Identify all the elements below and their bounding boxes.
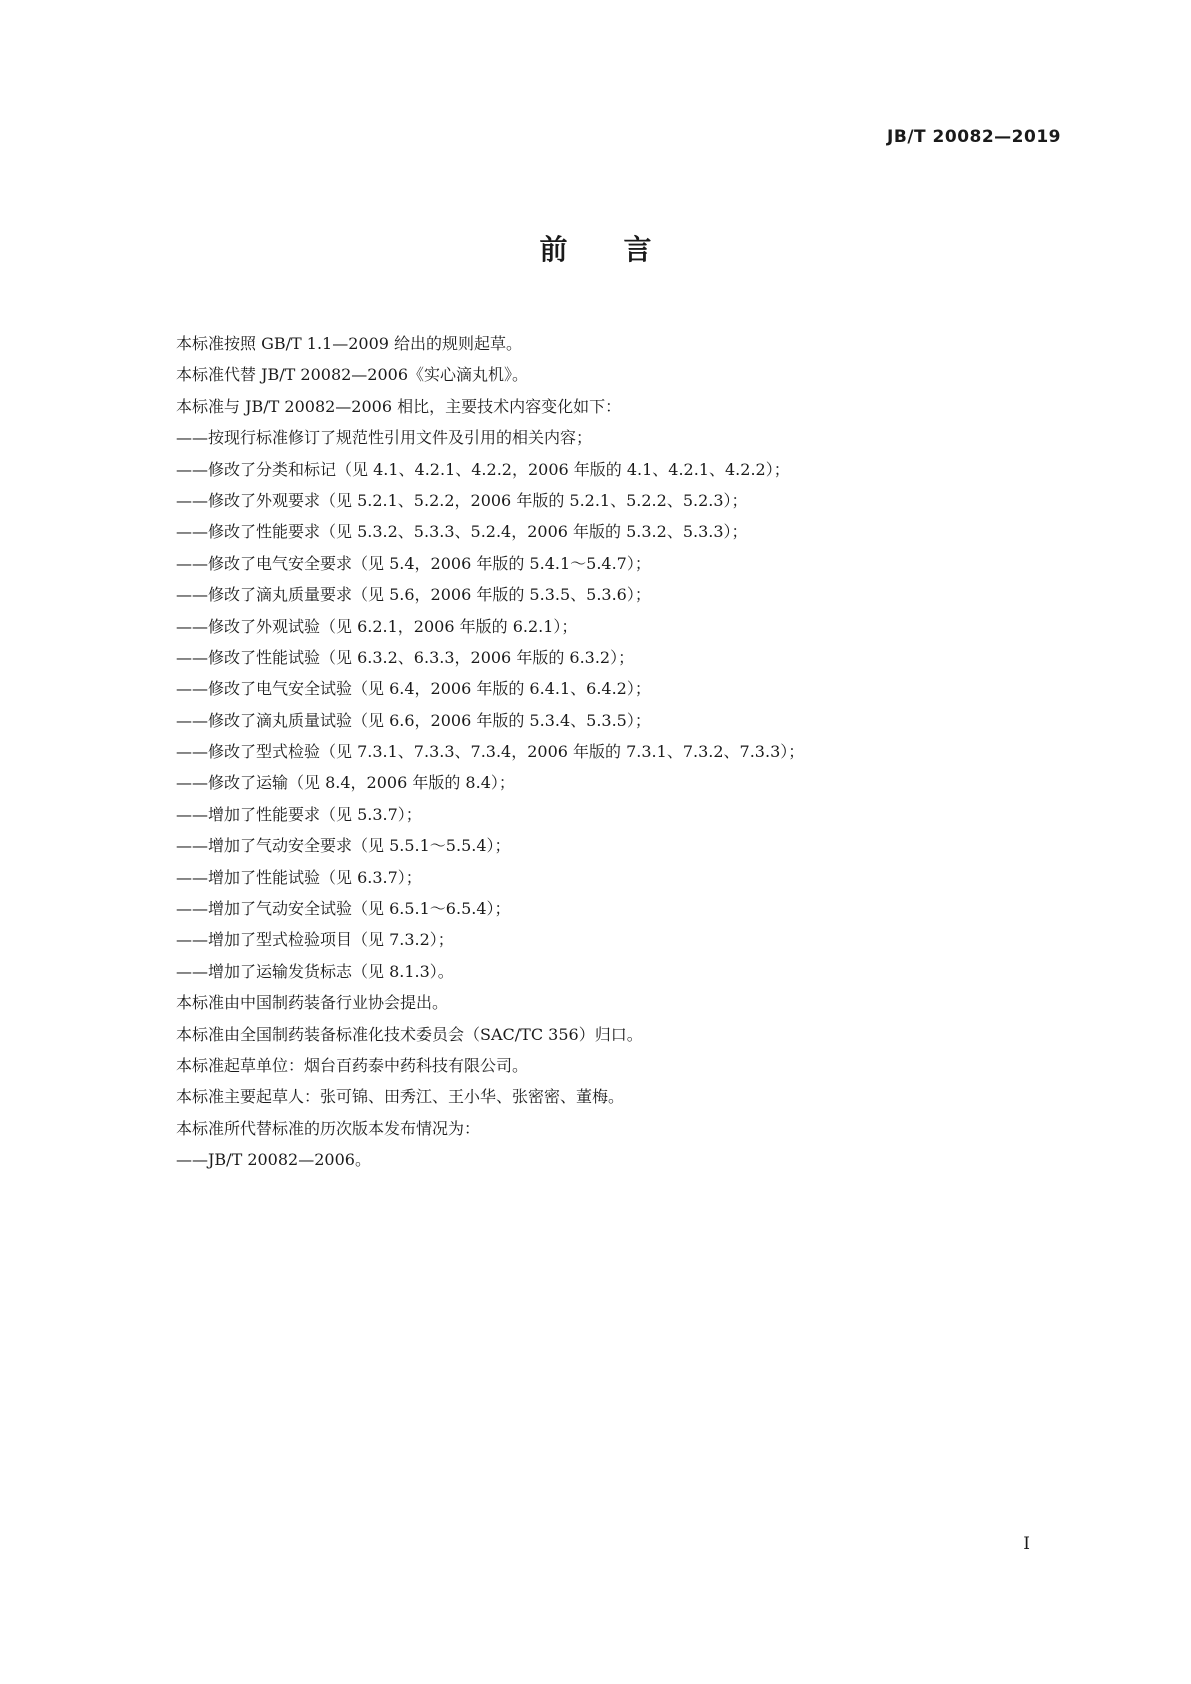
paragraph: 本标准按照 GB/T 1.1—2009 给出的规则起草。 <box>176 334 523 353</box>
paragraph: 本标准代替 JB/T 20082—2006《实心滴丸机》。 <box>176 365 529 385</box>
list-item: ——增加了气动安全要求（见 5.5.1～5.5.4）； <box>176 836 511 856</box>
list-item: ——增加了性能要求（见 5.3.7）； <box>176 804 422 824</box>
paragraph: 本标准由中国制药装备行业协会提出。 <box>176 993 449 1013</box>
document-code: JB/T 20082—2019 <box>887 127 1061 147</box>
list-item: ——增加了气动安全试验（见 6.5.1～6.5.4）； <box>176 899 511 919</box>
list-item: ——修改了性能试验（见 6.3.2、6.3.3，2006 年版的 6.3.2）； <box>176 647 635 667</box>
list-item: ——增加了性能试验（见 6.3.7）； <box>176 867 422 887</box>
list-item: ——修改了外观试验（见 6.2.1，2006 年版的 6.2.1）； <box>176 616 578 636</box>
list-item: ——修改了滴丸质量要求（见 5.6，2006 年版的 5.3.5、5.3.6）； <box>176 585 651 605</box>
body-text <box>176 328 1076 1176</box>
list-item: ——增加了运输发货标志（见 8.1.3）。 <box>176 961 454 981</box>
page-number: I <box>1023 1534 1030 1554</box>
list-item: ——修改了型式检验（见 7.3.1、7.3.3、7.3.4，2006 年版的 7.3.1、7.3.2、7.3.3）； <box>176 742 805 762</box>
list-item: ——修改了电气安全要求（见 5.4，2006 年版的 5.4.1～5.4.7）； <box>176 553 651 573</box>
list-item: ——修改了运输（见 8.4，2006 年版的 8.4）； <box>176 773 515 793</box>
list-item: ——JB/T 20082—2006。 <box>176 1150 371 1170</box>
list-item: ——修改了性能要求（见 5.3.2、5.3.3、5.2.4，2006 年版的 5.3.2、5.3.3）； <box>176 522 748 542</box>
list-item: ——修改了滴丸质量试验（见 6.6，2006 年版的 5.3.4、5.3.5）； <box>176 710 651 730</box>
list-item: ——修改了分类和标记（见 4.1、4.2.1、4.2.2，2006 年版的 4.1、4.2.1、4.2.2）； <box>176 459 790 479</box>
paragraph: 本标准主要起草人：张可锦、田秀江、王小华、张密密、董梅。 <box>176 1087 625 1107</box>
list-item: ——增加了型式检验项目（见 7.3.2）； <box>176 930 454 950</box>
list-item: ——修改了电气安全试验（见 6.4，2006 年版的 6.4.1、6.4.2）； <box>176 679 651 699</box>
list-item: ——按现行标准修订了规范性引用文件及引用的相关内容； <box>176 428 593 448</box>
paragraph: 本标准所代替标准的历次版本发布情况为： <box>176 1118 481 1138</box>
paragraph: 本标准与 JB/T 20082—2006 相比，主要技术内容变化如下： <box>176 396 622 416</box>
list-item: ——修改了外观要求（见 5.2.1、5.2.2，2006 年版的 5.2.1、5.2.2、5.2.3）； <box>176 490 748 510</box>
paragraph: 本标准起草单位：烟台百药泰中药科技有限公司。 <box>176 1055 529 1075</box>
page-title: 前言 <box>539 233 708 266</box>
paragraph: 本标准由全国制药装备标准化技术委员会（SAC/TC 356）归口。 <box>176 1024 643 1044</box>
